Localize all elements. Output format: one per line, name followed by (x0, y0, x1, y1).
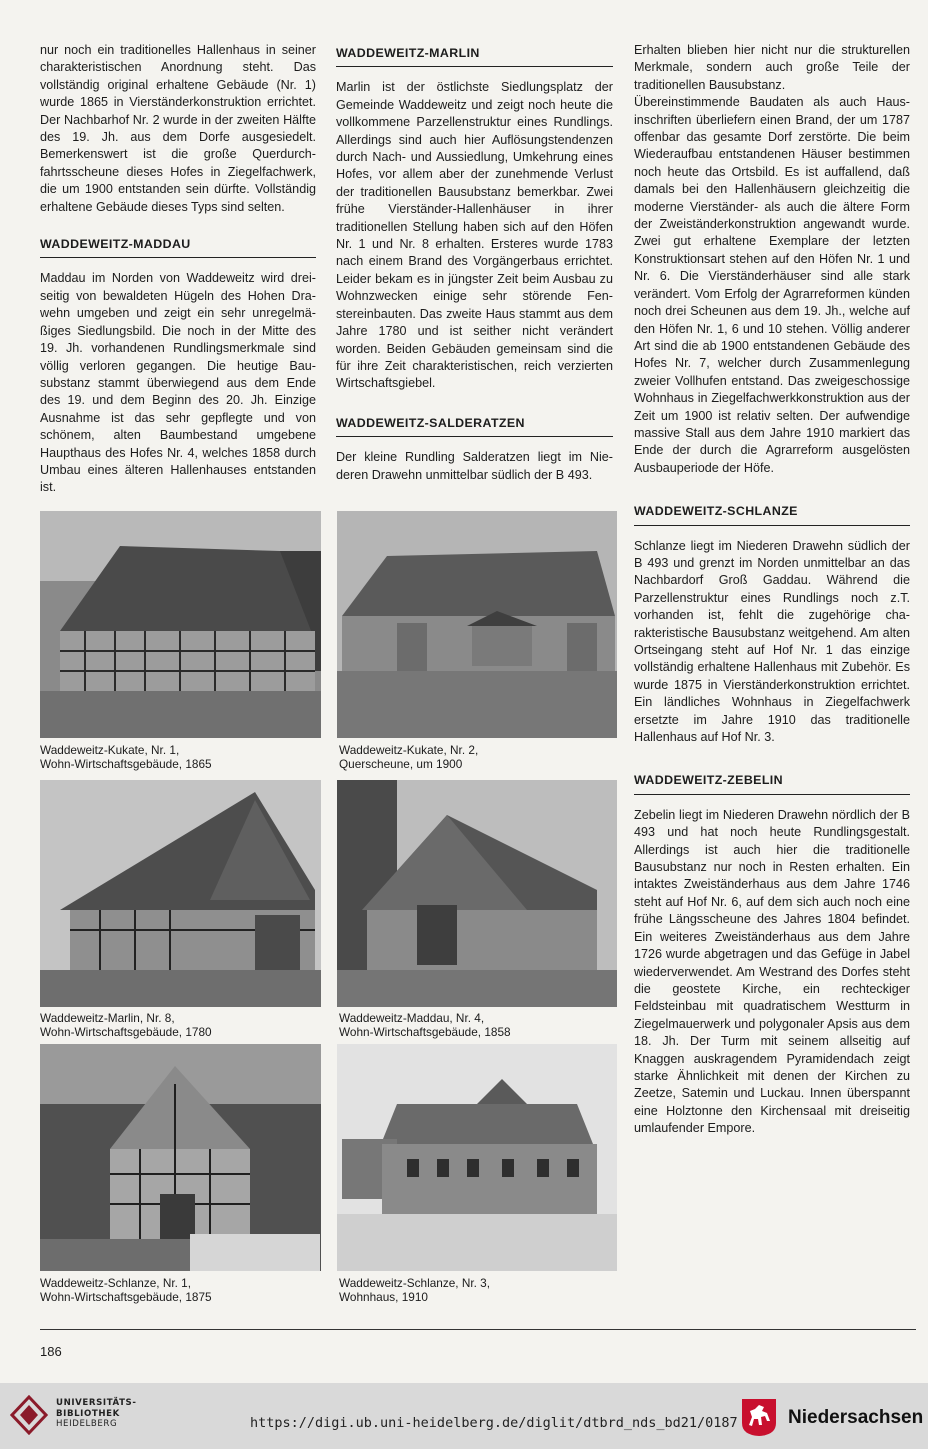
caption-kukate-2 (339, 743, 478, 771)
library-name-line: BIBLIOTHEK (56, 1408, 120, 1419)
caption-line: Waddeweitz-Schlanze, Nr. 1, (40, 1276, 192, 1290)
caption-line: Waddeweitz-Schlanze, Nr. 3, (339, 1276, 491, 1290)
university-library-name (56, 1398, 137, 1430)
photo-schlanze-3 (337, 1044, 617, 1271)
paragraph-salderatzen: Der kleine Rundling Salderatzen liegt im Niederen Drawehn unmittelbar südlich der B 493. (336, 450, 613, 482)
footer-rule (40, 1329, 916, 1330)
heading-marlin: WADDEWEITZ-MARLIN (336, 45, 613, 67)
photo-schlanze-1 (40, 1044, 321, 1271)
document-url-link[interactable]: https://digi.ub.uni-heidelberg.de/diglit/dtbrd_nds_bd21/0187 (250, 1415, 738, 1431)
caption-line: Querscheune, um 1900 (339, 757, 463, 771)
photo-kukate-2 (337, 511, 617, 738)
heading-salderatzen: WADDEWEITZ-SALDERATZEN (336, 415, 613, 437)
caption-marlin-8 (40, 1011, 212, 1039)
photo-kukate-1 (40, 511, 321, 738)
heading-schlanze: WADDEWEITZ-SCHLANZE (634, 503, 910, 525)
photo-maddau-4 (337, 780, 617, 1007)
caption-line: Wohn-Wirtschaftsgebäude, 1780 (40, 1025, 212, 1039)
caption-schlanze-3 (339, 1276, 490, 1304)
digitization-footer (0, 1383, 928, 1449)
niedersachsen-horse-emblem-icon (740, 1397, 778, 1437)
paragraph-kukate-continued: nur noch ein traditionelles Hallenhaus in seiner charakteristischen Anordnung steht. Das vollständig original erhaltene Gebäude (Nr. 1) wurde 1865 in Vierständerkonstruktion errichtet. Der Nachbarhof Nr. 2 wurde in der zweiten Hälfte des 19. Jh. aus dem Dorfe ausgesiedelt. Bemerkenswert ist die große Querdurchfahrtsscheune dieses Hofes in Ziegelfachwerk, die um 1900 entstanden sein dürfte. Vollständig erhaltene Gebäude dieses Typs sind selten. (40, 43, 316, 214)
page-number: 186 (40, 1344, 62, 1359)
library-name-line: HEIDELBERG (56, 1419, 118, 1429)
caption-line: Wohnhaus, 1910 (339, 1290, 428, 1304)
text-column-2 (336, 45, 613, 484)
paragraph-maddau: Maddau im Norden von Waddeweitz wird dreiseitig von bewaldeten Hügeln des Hohen Drawehn umgeben und zeigt ein sehr unregelmäßiges Siedlungsbild. Die noch in der Mitte des 19. Jh. vorhandenen Rundlingsmerkmale sind völlig verloren gegangen. Die heutige Bausubstanz stammt überwiegend aus dem Ende des 19. und dem Beginn des 20. Jh. Einzige Ausnahme ist das sehr gepflegte und von schönem, alten Baumbestand umgebene Haupthaus des Hofes Nr. 4, welches 1858 durch Umbau eines älteren Hallenhauses entstanden ist. (40, 271, 316, 495)
niedersachsen-label: Niedersachsen (788, 1407, 924, 1428)
heading-maddau: WADDEWEITZ-MADDAU (40, 236, 316, 258)
paragraph-salderatzen-continued: Erhalten blieben hier nicht nur die strukturellen Merkmale, sondern auch große Teile der traditionellen Bausubstanz. (634, 43, 910, 92)
paragraph-schlanze: Schlanze liegt im Niederen Drawehn südlich der B 493 und grenzt im Norden unmittelbar an das Nachbardorf Groß Gaddau. Während die Parzellenstruktur eines Rundlings noch z.T. vorhanden ist, fehlt die zugehörige charakteristische Bausubstanz weitgehend. Am alten Ortseingang steht auf Hof Nr. 1 das einzige vollständig erhaltene Hallenhaus mit Zubehör. Es wurde 1875 in Vierständerkonstruktion errichtet. Ein ländliches Wohnhaus in Ziegelfachwerk ersetzte im Jahre 1910 das traditionelle Hallenhaus auf Hof Nr. 3. (634, 538, 910, 745)
caption-schlanze-1 (40, 1276, 212, 1304)
text-column-1 (40, 42, 316, 497)
caption-line: Waddeweitz-Kukate, Nr. 1, (40, 743, 180, 757)
paragraph-salderatzen-history: Übereinstimmende Baudaten als auch Hausinschriften überliefern einen Brand, der um 1787 offenbar das gesamte Dorf zerstörte. Die beim Wiederaufbau entstandenen Häuser bestimmen noch heute das Ortsbild. Es ist auffallend, daß damals bei den Hallenhäusern gleichzeitig die moderne Vierständer- als auch die ältere Form der Zweiständerkonstruktion angewandt wurde. Zwei gut erhaltene Exemplare der letzten Konstruktionsart stehen auf den Höfen Nr. 1 und Nr. 6. Die Vierständerhäuser sind alle stark verändert. Vom Erfolg der Agrarreformen künden noch drei Scheunen aus dem 19. Jh., welche auf den Höfen Nr. 1, 6 und 10 stehen. Völlig anderer Art sind die ab 1900 entstandenen Gebäude des Hofes Nr. 7, welcher durch Zusammenlegung zweier Vollhufen entstand. Das zweigeschossige Wohnhaus in Ziegelfachwerkkonstruktion aus der Zeit um 1900 ist relativ selten. Der aufwendige massive Stall aus dem Jahre 1910 markiert das Ende der durch die Agrarreform ausgelösten Ausbauperiode der Höfe. (634, 95, 910, 475)
photo-marlin-8 (40, 780, 321, 1007)
caption-line: Waddeweitz-Maddau, Nr. 4, (339, 1011, 485, 1025)
university-library-logo-icon (10, 1395, 48, 1435)
caption-line: Waddeweitz-Kukate, Nr. 2, (339, 743, 479, 757)
caption-line: Wohn-Wirtschaftsgebäude, 1858 (339, 1025, 511, 1039)
caption-line: Waddeweitz-Marlin, Nr. 8, (40, 1011, 175, 1025)
paragraph-zebelin: Zebelin liegt im Niederen Drawehn nördlich der B 493 und hat noch heute Rundlingsgestalt. Allerdings ist auch hier die traditionelle Bausubstanz nur noch in Resten erhalten. Ein intaktes Zweiständerhaus aus dem Jahre 1746 steht auf Hof Nr. 6, auf dem sich auch noch eine frühe Längsscheune des Jahres 1804 befindet. Ein weiteres Zweiständerhaus aus dem Jahre 1726 wurde abgetragen und das Gefüge in Jabel wiederverwendet. Am Westrand des Dorfes steht die geostete Kirche, ein rechteckiger Feldsteinbau mit quadratischem Westturm in Ziegelmauerwerk und polygonaler Apsis aus dem 18. Jh. Der Turm mit seinem allseitig auf Knaggen auskragendem Pyramidendach zeigt starke Ähnlichkeit mit denen der Kirchen zu Zeetze, Satemin und Luckau. Innen überspannt eine Holztonne den Kirchensaal mit dreiseitig umlaufender Empore. (634, 807, 910, 1136)
paragraph-marlin: Marlin ist der östlichste Siedlungsplatz der Gemeinde Waddeweitz und zeigt noch heute die vollkommene Parzellenstruktur eines Rundlings. Allerdings sind auch hier Auflösungstendenzen durch Nach- und Aussiedlung, Umkehrung eines Hofes, vor allem aber der zunehmende Verlust der traditionellen Bausubstanz bemerkbar. Zwei frühe Vierständer-Hallenhäuser in ihrer traditionellen Stellung haben sich auf den Höfen Nr. 1 und Nr. 8 erhalten. Ersteres wurde 1783 nach einem Brand des Vorgängerbaus errichtet. Leider bekam es in jüngster Zeit beim Ausbau zu Wohnzwecken einige sehr störende Fenstereinbauten. Das zweite Haus stammt aus dem Jahre 1780 und ist seither nicht verändert worden. Beiden Gebäuden gemeinsam sind die für ihre Zeit charakteristischen, reich verzierten Wirtschaftsgiebel. (336, 80, 613, 391)
text-column-3 (634, 42, 910, 1138)
heading-zebelin: WADDEWEITZ-ZEBELIN (634, 772, 910, 794)
caption-line: Wohn-Wirtschaftsgebäude, 1865 (40, 757, 212, 771)
caption-maddau-4 (339, 1011, 511, 1039)
caption-kukate-1 (40, 743, 212, 771)
caption-line: Wohn-Wirtschaftsgebäude, 1875 (40, 1290, 212, 1304)
library-name-line: UNIVERSITÄTS- (56, 1398, 137, 1408)
